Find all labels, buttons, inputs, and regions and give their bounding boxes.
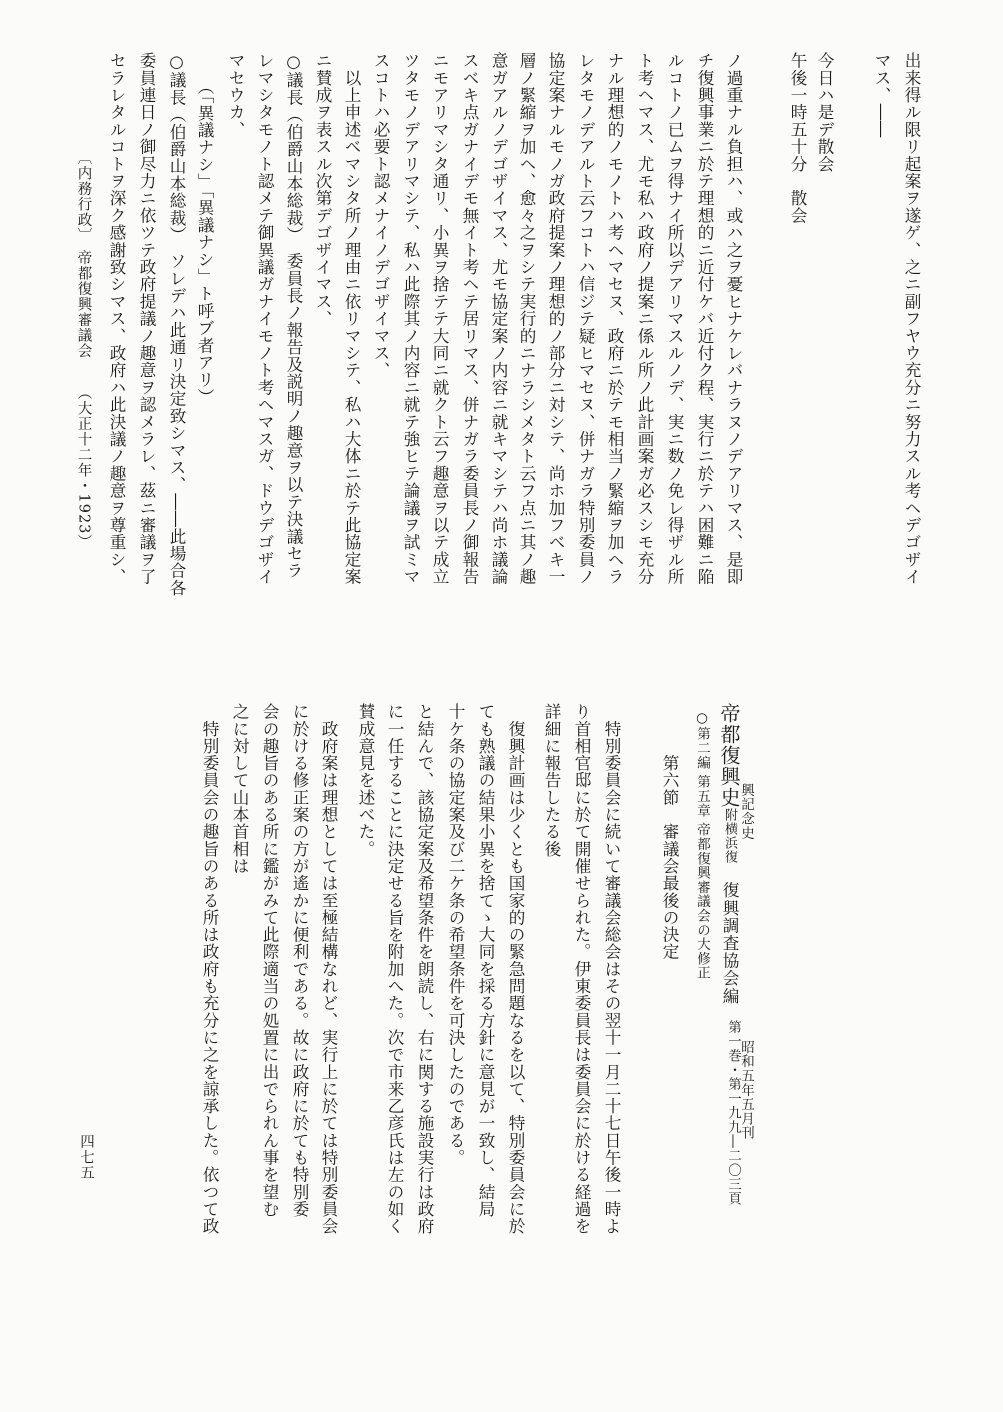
source-title-main: 帝都復興史	[717, 703, 741, 808]
upper-column: スベキ点ガナイデモ無イト考ヘテ居リマス、併ナガラ委員長ノ御報告	[460, 52, 479, 586]
upper-column: ナル理想的ノモノトハ考ヘマセヌ、政府ニ於テモ相当ノ緊縮ヲ加ヘラ	[605, 52, 624, 586]
section-heading: 第六節 審議会最後の決定	[660, 703, 679, 961]
lower-body-column: に於ける修正案の方が遙かに便利である。故に政府に於ても特別委	[290, 703, 309, 1218]
lower-body-column: 会の趣旨のある所に鑑がみて此際適当の処置に出でられん事を望む	[260, 703, 279, 1218]
upper-column: レタモノデアルト云フコトハ信ジテ疑ヒマセヌ、併ナガラ特別委員ノ	[576, 52, 595, 586]
lower-body-column: 特別委員会の趣旨のある所は政府も充分に之を諒承した。依つて政	[200, 703, 219, 1235]
upper-column: ツタモノデアリマシテ、私ハ此際其ノ内容ニ就テ強ヒテ論議ヲ試ミマ	[401, 52, 420, 586]
lower-body-column: ても熟議の結果小異を捨てゝ大同を採る方針に意見が一致し、結局	[476, 703, 495, 1218]
lower-body-column: と結んで、該協定案及希望条件を朗読し、右に関する施設実行は政府	[415, 703, 434, 1235]
lower-body-column: り首相官邸に於て開催せられた。伊東委員長は委員会に於ける経過を	[572, 703, 591, 1235]
upper-column: 層ノ緊縮ヲ加ヘ、愈々之ヲシテ実行的ニナラシメタト云フ点ニ其ノ趣	[517, 52, 536, 586]
source-title-sub-2-col	[739, 783, 753, 840]
lower-body-column: に一任することに決定せる旨を附加へた。次で市来乙彦氏は左の如く	[385, 703, 404, 1235]
lower-body-column: 賛成意見を述べた。	[356, 703, 375, 858]
source-title-sub	[722, 808, 737, 864]
upper-column: セラレタルコトヲ深ク感謝致シマス、政府ハ此決議ノ趣意ヲ尊重シ、	[107, 52, 126, 586]
upper-column: 出来得ル限リ起案ヲ遂ゲ、之ニ副フヤウ充分ニ努力スル考ヘデゴザイ	[902, 52, 921, 586]
upper-column: （「異議ナシ」「異議ナシ」ト呼ブ者アリ）	[195, 52, 214, 406]
upper-column: ノ過重ナル負担ハ、或ハ之ヲ憂ヒナケレバナラヌノデアリマス、是即	[724, 52, 743, 586]
upper-column: 今日ハ是デ散会	[815, 52, 834, 173]
upper-column: ニモアリマシタ通リ、小異ヲ捨テテ大同ニ就クト云フ趣意ヲ以テ成立	[430, 52, 449, 586]
lower-body-column: 詳細に報告したる後	[542, 703, 561, 858]
upper-column: マス、――	[872, 52, 891, 138]
upper-column: ○議長（伯爵山本総裁） ソレデハ此通リ決定致シマス、――此場合各	[167, 52, 186, 597]
upper-column: 午後一時五十分 散会	[788, 52, 807, 224]
upper-column: 意ガアルノデゴザイマス、尤モ協定案ノ内容ニ就キマシテハ尚ホ議論	[489, 52, 508, 586]
page-number: 四七五	[78, 1134, 94, 1181]
source-title	[719, 703, 739, 1005]
lower-body-column: 十ケ条の協定案及び二ケ条の希望条件を可決したのである。	[446, 703, 465, 1167]
upper-column: スコトハ必要ト認メナイノデゴザイマス、	[371, 52, 390, 379]
footer-year: （大正十二年・1923）	[75, 385, 92, 550]
footer-council: 帝都復興審議会	[75, 250, 92, 359]
footer-category: 〔内務行政〕	[75, 150, 92, 243]
chapter-heading: ○第二編 第五章 帝都復興審議会の大修正	[694, 710, 710, 981]
source-volume: 第一巻・第一九九―二〇三頁	[725, 1020, 741, 1206]
upper-column: ニ賛成ヲ表スル次第デゴザイマス、	[313, 52, 332, 328]
lower-body-column: 政府案は理想としては至極結構なれど、実行上に於ては特別委員会	[319, 703, 338, 1235]
upper-column: ルコトノ已ムヲ得ナイ所以デアリマスルノデ、実ニ数ノ免レ得ザル所	[665, 52, 684, 586]
source-date: 昭和五年五月刊	[738, 1040, 754, 1141]
source-editor: 復興調査協会編	[720, 864, 739, 1005]
lower-body-column: 特別委員会に続いて審議会総会はその翌十一月二十七日午後一時よ	[602, 703, 621, 1235]
lower-body-column: 復興計画は少くとも国家的の緊急問題なるを以て、特別委員会に於	[506, 703, 525, 1235]
upper-column: ト考ヘマス、尤モ私ハ政府ノ提案ニ係ル所ノ此計画案ガ必スシモ充分	[635, 52, 654, 586]
source-title-sub-2: 興記念史	[738, 783, 754, 841]
upper-column: 協定案ナルモノガ政府提案ノ理想的ノ部分ニ対シテ、尚ホ加フベキ一	[546, 52, 565, 586]
upper-column: レマシタモノト認メテ御異議ガナイモノト考ヘマスガ、ドウデゴザイ	[255, 52, 274, 586]
upper-column: 委員連日ノ御尽力ニ依ツテ政府提議ノ趣意ヲ認メラレ、茲ニ審議ヲ了	[137, 52, 156, 586]
source-title-sub-1: 附横浜復	[722, 808, 737, 864]
upper-column: 以上申述ベマシタ所ノ理由ニ依リマシテ、私ハ大体ニ於テ此協定案	[342, 52, 361, 586]
lower-body-column: 之に対して山本首相は	[230, 703, 249, 875]
upper-column: マセウカ、	[226, 52, 245, 138]
upper-column: チ復興事業ニ於テ理想的ニ近付ケバ近付ク程、実行ニ於テハ困難ニ陥	[695, 52, 714, 586]
upper-column: ○議長（伯爵山本総裁） 委員長ノ報告及説明ノ趣意ヲ以テ決議セラ	[284, 52, 303, 580]
